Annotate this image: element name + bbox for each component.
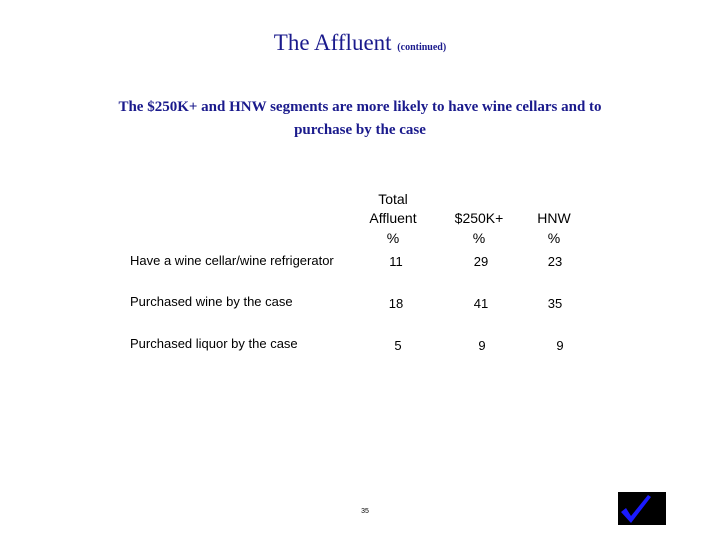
checkmark-button[interactable] [618,492,666,525]
col-header-line2: Affluent [369,210,417,226]
table-cell: 18 [388,296,404,311]
col-header-line1: Total [378,191,408,207]
table-cell: 41 [473,296,489,311]
col-header-line2: $250K+ [454,210,504,226]
col-header-total-affluent [353,190,433,248]
table-row-label: Purchased wine by the case [130,294,293,309]
table-row-label: Purchased liquor by the case [130,336,298,351]
col-header-hnw [514,209,594,248]
table-cell: 9 [478,338,486,353]
col-header-unit: % [472,230,486,246]
slide-title [0,30,720,56]
col-header-unit: % [386,230,400,246]
col-header-unit: % [547,230,561,246]
table-cell: 5 [394,338,402,353]
slide-title-suffix: (continued) [397,42,447,53]
slide-subtitle: The $250K+ and HNW segments are more likely to have wine cellars and to purchase by the case [118,99,602,138]
table-cell: 29 [473,254,489,269]
checkmark-icon [618,492,666,525]
slide-title-main: The Affluent [273,30,392,55]
col-header-250k [439,209,519,248]
table-cell: 9 [556,338,564,353]
table-cell: 35 [547,296,563,311]
table-cell: 23 [547,254,563,269]
table-cell: 11 [389,254,403,269]
col-header-line2: HNW [537,210,571,226]
table-row-label: Have a wine cellar/wine refrigerator [130,253,334,268]
page-number: 35 [361,508,369,515]
